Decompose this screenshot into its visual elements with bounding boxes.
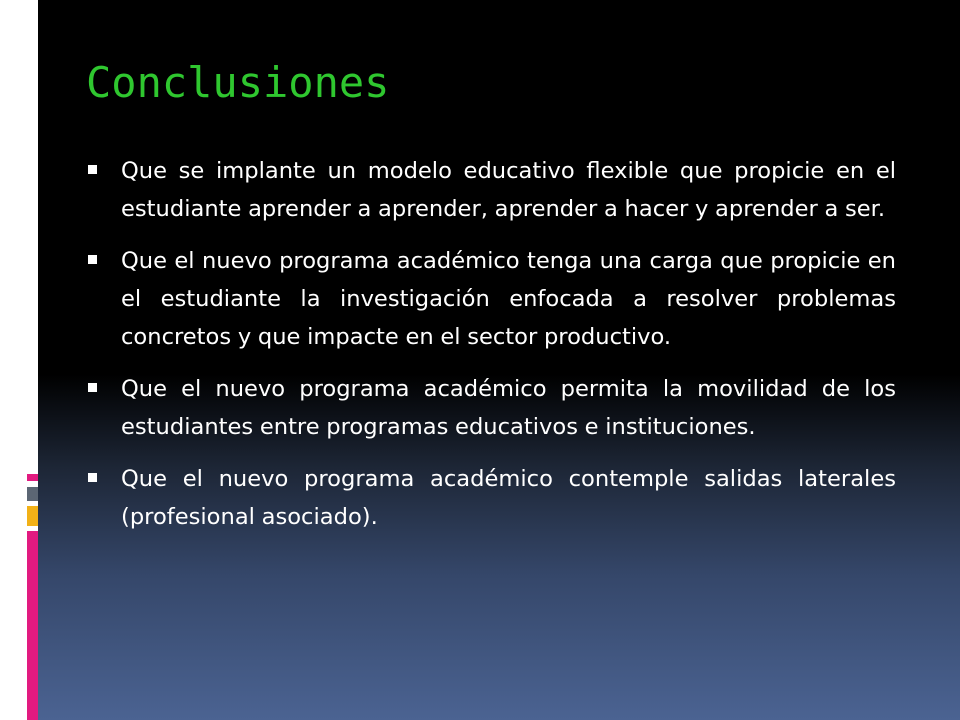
- bullet-item: [88, 370, 896, 446]
- left-decorative-bars: [0, 0, 38, 720]
- yellow-accent-bar: [27, 506, 38, 526]
- bullet-item: [88, 460, 896, 536]
- slide-title: Conclusiones: [86, 58, 390, 107]
- square-bullet-icon: [88, 165, 97, 174]
- square-bullet-icon: [88, 255, 97, 264]
- square-bullet-icon: [88, 383, 97, 392]
- bullet-item: [88, 152, 896, 228]
- gray-accent-bar: [27, 487, 38, 501]
- bullet-text: Que el nuevo programa académico contemple salidas laterales (profesional asociado).: [121, 466, 896, 530]
- bullet-item: [88, 242, 896, 356]
- square-bullet-icon: [88, 473, 97, 482]
- bullet-list: [88, 152, 896, 550]
- bullet-text: Que el nuevo programa académico permita la movilidad de los estudiantes entre programas educativos e instituciones.: [121, 376, 896, 440]
- bullet-text: Que se implante un modelo educativo flexible que propicie en el estudiante aprender a aprender, aprender a hacer y aprender a ser.: [121, 158, 896, 222]
- pink-side-bar: [27, 531, 38, 720]
- bullet-text: Que el nuevo programa académico tenga una carga que propicie en el estudiante la investigación enfocada a resolver problemas concretos y que impacte en el sector productivo.: [121, 248, 896, 350]
- pink-accent-bar: [27, 474, 38, 481]
